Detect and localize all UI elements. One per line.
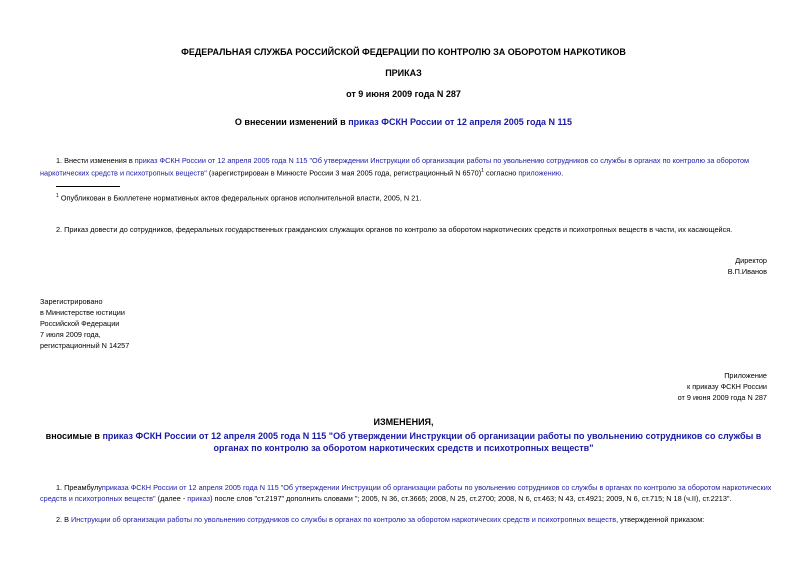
appendix-line: от 9 июня 2009 года N 287: [677, 393, 767, 402]
subject-link[interactable]: приказ ФСКН России от 12 апреля 2005 года N 115: [348, 117, 573, 127]
item-1: [56, 482, 776, 493]
para1-order-link[interactable]: приказ ФСКН России от 12 апреля 2005 года N 115 "Об утверждении Инструкции об организации работы по увольнению сотрудников со службы в органах по контролю за оборотом: [134, 156, 750, 165]
changes-subtitle: [0, 430, 807, 454]
changes-prefix: вносимые в: [45, 431, 103, 441]
registration-line: Зарегистрировано: [40, 297, 103, 306]
para1-tail-end: .: [561, 168, 564, 178]
signature-name: В.П.Иванов: [727, 267, 767, 276]
para1-appendix-link[interactable]: приложению: [518, 168, 562, 178]
para1-footnote-marker[interactable]: 1: [481, 168, 484, 174]
doc-date-number: от 9 июня 2009 года N 287: [346, 89, 461, 99]
footnote-marker: 1: [56, 193, 59, 199]
registration-line: Российской Федерации: [40, 319, 120, 328]
footnote-separator: [56, 186, 120, 187]
doc-subject: [0, 117, 807, 127]
paragraph-1: [56, 155, 776, 166]
item1-mid: (далее -: [155, 494, 188, 503]
registration-line: в Министерстве юстиции: [40, 308, 125, 317]
subject-prefix: О внесении изменений в: [234, 117, 349, 127]
item2-instruction-link[interactable]: Инструкции об организации работы по увольнению сотрудников со службы в органах по контролю за оборотом наркотических средств и психотропных веществ: [71, 515, 617, 524]
footnote-text: Опубликован в Бюллетене нормативных актов федеральных органов исполнительной власти, 2005, N 21.: [60, 193, 422, 203]
para1-start: 1. Внести изменения в: [56, 156, 135, 165]
appendix-block: [560, 370, 767, 403]
signature-title: Директор: [735, 256, 767, 265]
para1-tail-pre: согласно: [483, 168, 519, 178]
para1-mid: (зарегистрирован в Минюсте России 3 мая 2005 года, регистрационный N 6570): [206, 168, 482, 178]
item1-start: 1. Преамбулу: [56, 483, 102, 492]
registration-line: регистрационный N 14257: [40, 341, 130, 350]
doc-type: ПРИКАЗ: [385, 68, 422, 78]
registration-block: [40, 296, 240, 351]
changes-order-link-cont[interactable]: органах по контролю за оборотом наркотических средств и психотропных веществ": [213, 443, 594, 453]
item-2: [56, 514, 776, 525]
paragraph-1-cont: [40, 166, 780, 178]
item1-order-link[interactable]: приказа ФСКН России от 12 апреля 2005 года N 115 "Об утверждении Инструкции об организации работы по увольнению сотрудников со службы в органах по контролю за оборотом наркотических: [101, 483, 772, 492]
changes-order-link[interactable]: приказ ФСКН России от 12 апреля 2005 года N 115 "Об утверждении Инструкции об организации работы по увольнению сотрудников со службы в: [102, 431, 762, 441]
footnote: [56, 191, 776, 203]
registration-line: 7 июля 2009 года,: [40, 330, 101, 339]
changes-heading: ИЗМЕНЕНИЯ,: [373, 417, 434, 427]
item-1-cont: [40, 493, 780, 504]
item1-tail: ) после слов "ст.2197" дополнить словами "; 2005, N 36, ст.3665; 2008, N 25, ст.2700; 2008, N 6, ст.463; N 43, ст.4921; 2009, N 6, ст.715; N 18 (ч.II), ст.2213".: [210, 494, 732, 503]
item1-order-short-link[interactable]: приказ: [187, 494, 211, 503]
item2-tail: , утвержденной приказом:: [616, 515, 705, 524]
paragraph-2: 2. Приказ довести до сотрудников, федеральных государственных гражданских служащих органов по контролю за оборотом наркотических средств и психотропных веществ в части, их касающейся.: [56, 225, 733, 234]
appendix-line: к приказу ФСКН России: [687, 382, 767, 391]
agency-title: ФЕДЕРАЛЬНАЯ СЛУЖБА РОССИЙСКОЙ ФЕДЕРАЦИИ ПО КОНТРОЛЮ ЗА ОБОРОТОМ НАРКОТИКОВ: [181, 47, 626, 57]
appendix-line: Приложение: [724, 371, 767, 380]
item2-start: 2. В: [56, 515, 72, 524]
item1-order-link-cont[interactable]: средств и психотропных веществ": [40, 494, 156, 503]
para1-order-link-cont[interactable]: наркотических средств и психотропных веществ": [40, 168, 207, 178]
